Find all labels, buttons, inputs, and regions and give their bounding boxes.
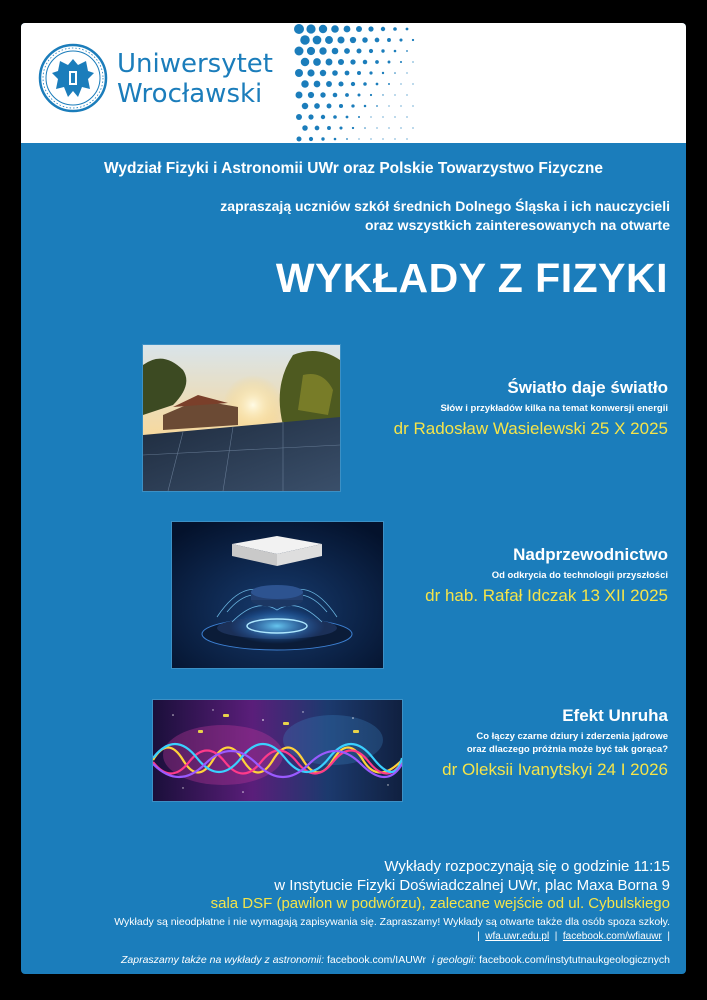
decor-dot <box>314 103 320 109</box>
decor-dot <box>406 94 407 95</box>
decor-dot <box>339 126 342 129</box>
decor-dot <box>364 105 367 108</box>
organizers-line: Wydział Fizyki i Astronomii UWr oraz Polskie Towarzystwo Fizyczne <box>104 160 603 177</box>
decor-dot <box>412 83 413 84</box>
lecture-subtitle: Słów i przykładów kilka na temat konwersji energii <box>440 403 668 414</box>
lecture-title: Efekt Unruha <box>562 706 668 725</box>
decor-dot <box>399 38 402 41</box>
lecture-title: Światło daje światło <box>507 378 668 397</box>
decor-dot <box>370 94 372 96</box>
decor-dot <box>356 26 362 32</box>
decor-dot <box>307 47 315 55</box>
decor-dot <box>394 116 395 117</box>
decor-dot <box>334 138 337 141</box>
footer-time-place <box>274 857 670 895</box>
footer-note: Wykłady są nieodpłatne i nie wymagają zapisywania się. Zapraszamy! Wykłady są otwarte także dla osób spoza szkoły. <box>114 916 670 928</box>
decor-dot <box>327 126 331 130</box>
footer-other-lectures <box>121 953 670 967</box>
decor-dot <box>331 25 339 33</box>
lecture-3 <box>442 706 668 780</box>
university-name <box>117 49 273 109</box>
decor-dot <box>309 137 313 141</box>
decor-dot <box>388 105 389 106</box>
decor-dot <box>302 125 308 131</box>
decor-dot <box>393 27 397 31</box>
lecture-presenter-date: dr hab. Rafał Idczak 13 XII 2025 <box>425 586 668 605</box>
decor-dot <box>327 104 332 109</box>
decor-dot <box>352 127 354 129</box>
decor-dot <box>297 137 302 142</box>
decor-dot <box>376 83 379 86</box>
decor-dot <box>338 59 344 65</box>
decor-dot <box>344 48 350 54</box>
footer-links <box>477 930 670 944</box>
decor-dot <box>357 49 362 54</box>
decor-dot <box>296 114 302 120</box>
decor-dot <box>350 59 355 64</box>
superconductor-levitation-image <box>171 521 384 669</box>
decor-dot <box>301 80 309 88</box>
decor-dot <box>370 116 371 117</box>
decor-dot <box>306 24 315 33</box>
footer-room: sala DSF (pawilon w podwórzu), zalecane wejście od ul. Cybulskiego <box>210 895 670 912</box>
decor-dot <box>406 28 409 31</box>
decor-dot <box>375 60 379 64</box>
decor-dot <box>382 94 383 95</box>
decor-dot <box>313 36 322 45</box>
decor-dot <box>369 49 373 53</box>
decor-dot <box>326 59 333 66</box>
decor-dot <box>358 116 360 118</box>
decor-dot <box>346 138 348 140</box>
decor-dot <box>345 93 349 97</box>
astronomy-prefix: Zapraszamy także na wykłady z astronomii: <box>120 954 327 966</box>
decor-dot <box>358 94 361 97</box>
decor-dot <box>344 26 351 33</box>
footer-place: w Instytucie Fizyki Doświadczalnej UWr, plac Maxa Borna 9 <box>274 877 670 894</box>
geology-link[interactable]: facebook.com/instytutnaukgeologicznych <box>479 954 670 966</box>
decor-dot <box>313 58 321 66</box>
decor-dot <box>394 72 396 74</box>
decor-dot <box>325 36 333 44</box>
decor-dot <box>400 83 401 84</box>
decor-dot <box>368 26 373 31</box>
link-separator: | <box>664 931 670 942</box>
decor-dot <box>406 138 407 139</box>
decor-dot <box>382 116 383 117</box>
headline: WYKŁADY Z FIZYKI <box>275 255 668 301</box>
decor-dot <box>320 92 325 97</box>
decor-dot <box>406 50 408 52</box>
facebook-link[interactable]: facebook.com/wfiauwr <box>562 931 662 942</box>
decor-dot <box>337 36 344 43</box>
footer-time: Wykłady rozpoczynają się o godzinie 11:15 <box>384 858 670 875</box>
decor-dot <box>301 58 310 67</box>
astronomy-link[interactable]: facebook.com/IAUWr <box>326 954 426 966</box>
decor-dot <box>333 115 337 119</box>
decor-dot <box>406 116 407 117</box>
decor-dot <box>382 138 383 139</box>
lecture-subtitle: Od odkrycia do technologii przyszłości <box>491 570 668 581</box>
decor-dot <box>381 27 385 31</box>
decor-dot <box>308 114 313 119</box>
website-link[interactable]: wfa.uwr.edu.pl <box>485 931 550 942</box>
decor-dot <box>332 70 338 76</box>
decor-dot <box>381 49 384 52</box>
decor-dot <box>332 48 339 55</box>
lecture-title: Nadprzewodnictwo <box>513 545 668 564</box>
decor-dot <box>400 105 401 106</box>
decor-dot <box>315 126 320 131</box>
unruh-effect-image <box>152 699 403 802</box>
decor-dot <box>387 38 391 42</box>
decor-dot <box>307 69 314 76</box>
solar-panels-image <box>142 344 341 492</box>
decor-dot <box>388 127 389 128</box>
decor-dot <box>302 103 309 110</box>
decor-dot <box>295 69 303 77</box>
lecture-presenter-date: dr Radosław Wasielewski 25 X 2025 <box>393 419 668 438</box>
decor-dot <box>338 81 343 86</box>
decor-dot <box>296 92 303 99</box>
decor-dot <box>339 104 343 108</box>
link-separator: | <box>551 931 561 942</box>
dot-pattern-decoration <box>291 23 421 143</box>
decor-dot <box>321 137 324 140</box>
decor-dot <box>370 138 371 139</box>
header-band <box>21 23 686 143</box>
decor-dot <box>358 138 359 139</box>
decor-dot <box>314 81 321 88</box>
lecture-subtitle-2: oraz dlaczego próżnia może być tak gorąca? <box>466 744 668 755</box>
invitation-line-2: oraz wszystkich zainteresowanych na otwarte <box>365 217 670 233</box>
decor-dot <box>394 94 395 95</box>
decor-dot <box>376 105 378 107</box>
decor-dot <box>333 93 338 98</box>
decor-dot <box>375 38 380 43</box>
decor-dot <box>362 37 368 43</box>
lecture-subtitle: Co łączy czarne dziury i zderzenia jądrowe <box>476 731 668 742</box>
decor-dot <box>363 82 367 86</box>
logo-line-2: Wrocławski <box>117 79 263 109</box>
decor-dot <box>300 35 310 45</box>
decor-dot <box>394 50 397 53</box>
decor-dot <box>394 138 395 139</box>
decor-dot <box>388 83 390 85</box>
lecture-1 <box>394 378 668 439</box>
university-seal-icon <box>38 43 108 113</box>
decor-dot <box>412 39 414 41</box>
decor-dot <box>351 82 355 86</box>
geology-prefix: i geologii: <box>426 954 480 966</box>
decor-dot <box>321 115 325 119</box>
decor-dot <box>363 60 368 65</box>
decor-dot <box>412 127 413 128</box>
decor-dot <box>346 116 349 119</box>
decor-dot <box>295 47 304 56</box>
decor-dot <box>319 25 327 33</box>
link-separator: | <box>477 931 483 942</box>
invitation-line-1: zapraszają uczniów szkół średnich Dolnego Śląska i ich nauczycieli <box>220 198 670 214</box>
decor-dot <box>406 72 407 73</box>
decor-dot <box>320 70 326 76</box>
logo-line-1: Uniwersytet <box>117 49 273 79</box>
decor-dot <box>412 61 413 62</box>
decor-dot <box>319 47 326 54</box>
decor-dot <box>364 127 366 129</box>
decor-dot <box>294 24 304 34</box>
decor-dot <box>400 127 401 128</box>
decor-dot <box>345 71 350 76</box>
decor-dot <box>369 71 372 74</box>
decor-dot <box>351 104 354 107</box>
decor-dot <box>400 61 402 63</box>
decor-dot <box>357 71 361 75</box>
decor-dot <box>308 92 314 98</box>
decor-dot <box>376 127 377 128</box>
decor-dot <box>350 37 356 43</box>
decor-dot <box>382 72 384 74</box>
decor-dot <box>412 105 413 106</box>
decor-dot <box>326 81 332 87</box>
lecture-2 <box>425 545 668 606</box>
invitation-text <box>70 197 670 235</box>
lecture-presenter-date: dr Oleksii Ivanytskyi 24 I 2026 <box>442 760 668 779</box>
poster <box>21 23 686 974</box>
decor-dot <box>388 61 391 64</box>
